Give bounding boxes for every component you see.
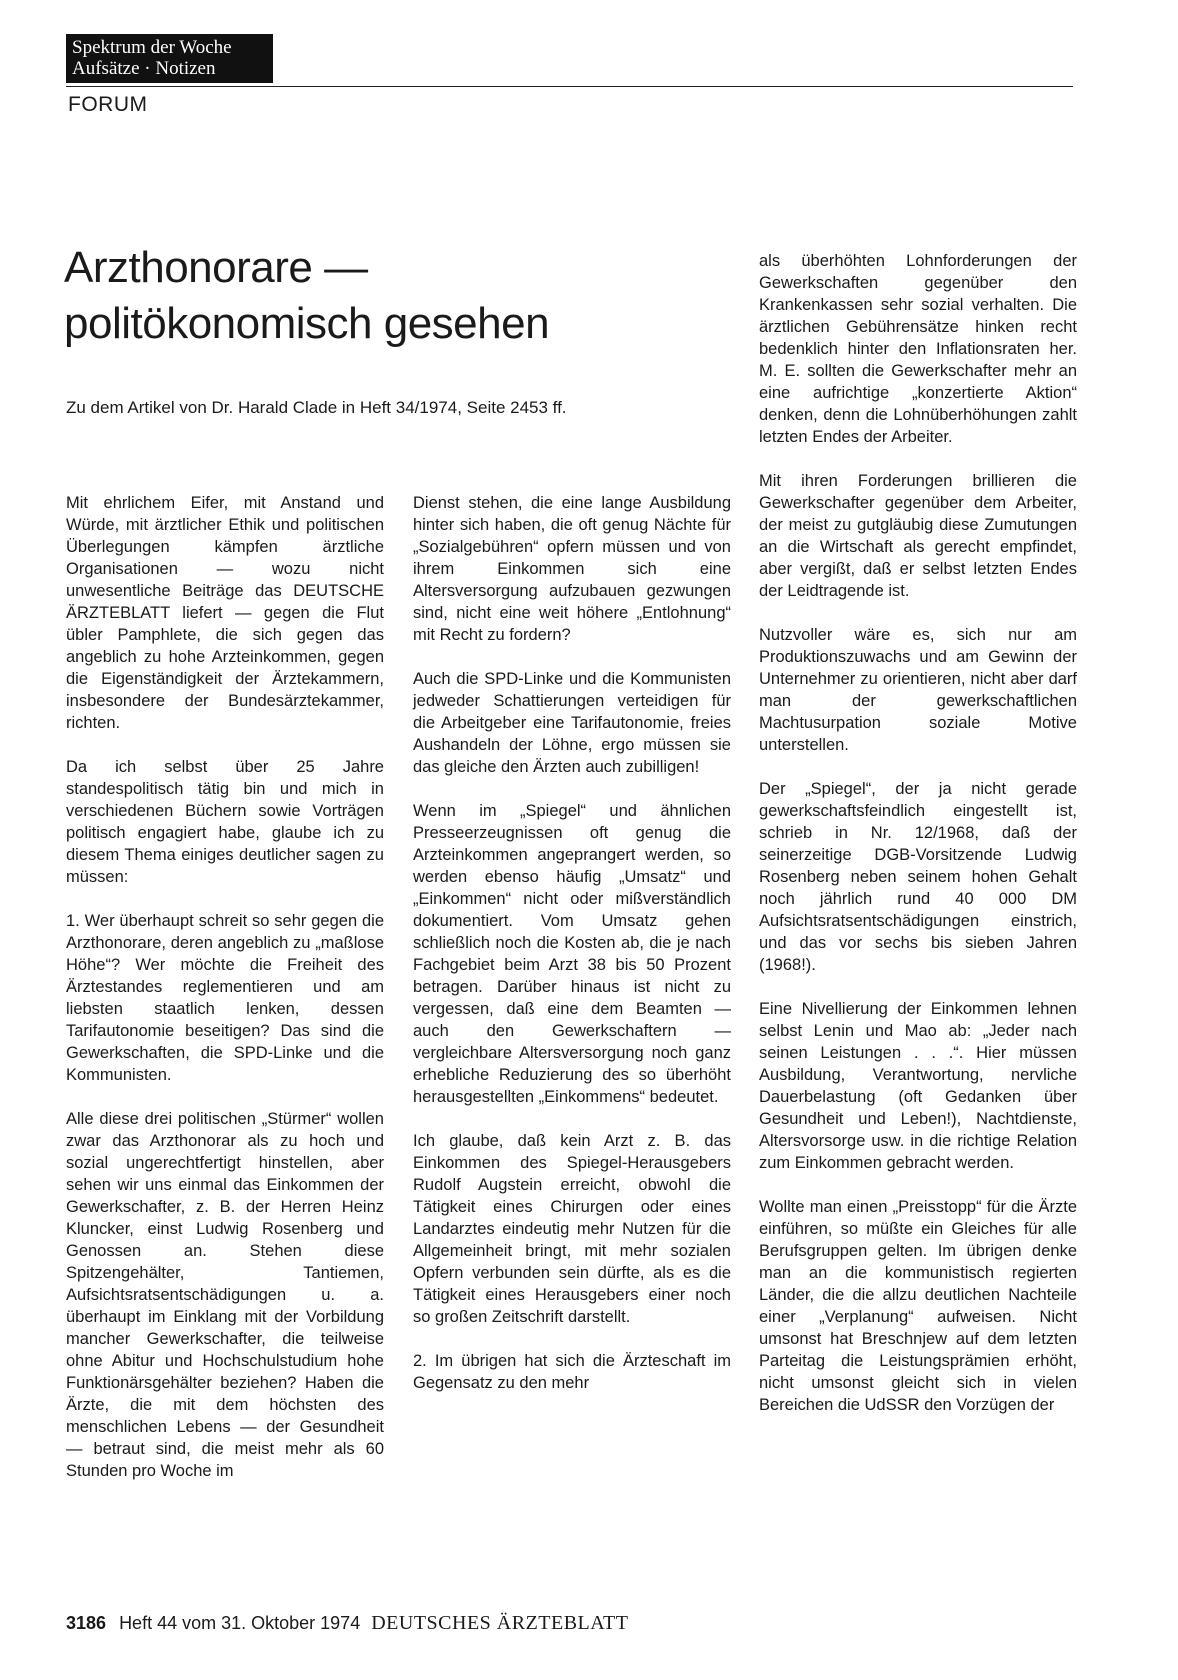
- paragraph: Wollte man einen „Preisstopp“ für die Ärzte einführen, so müßte ein Gleiches für alle Berufsgruppen gelten. Im übrigen denke man an die kommunistisch regierten Länder, die die allzu deutlichen Nachteile einer „Verplanung“ aufweisen. Nicht umsonst hat Breschnjew auf dem letzten Parteitag die Leistungsprämien erhöht, nicht umsonst gleicht sich in vielen Bereichen die UdSSR den Vorzügen der: [759, 1198, 1077, 1414]
- paragraph: 1. Wer überhaupt schreit so sehr gegen die Arzthonorare, deren angeblich zu „maßlose Höhe“? Wer möchte die Freiheit des Ärztestandes reglementieren und am liebsten staatlich lenken, dessen Tarifautonomie beseitigen? Das sind die Gewerkschaften, die SPD-Linke und die Kommunisten.: [66, 912, 384, 1084]
- page-number: 3186: [66, 1613, 107, 1633]
- paragraph: Auch die SPD-Linke und die Kommunisten jedweder Schattierungen verteidigen für die Arbeitgeber eine Tarifautonomie, freies Aushandeln der Löhne, ergo müssen sie das gleiche den Ärzten auch zubilligen!: [413, 670, 731, 776]
- paragraph: Mit ihren Forderungen brillieren die Gewerkschafter gegenüber dem Arbeiter, der meist zu gutgläubig diese Zumutungen an die Wirtschaft als gerecht empfindet, aber vergißt, daß er selbst letzten Endes der Leidtragende ist.: [759, 472, 1077, 600]
- paragraph: Dienst stehen, die eine lange Ausbildung hinter sich haben, die oft genug Nächte für „Sozialgebühren“ opfern müssen und von ihrem Einkommen sich eine Altersversorgung aufzubauen gezwungen sind, nicht eine weit höhere „Entlohnung“ mit Recht zu fordern?: [413, 494, 731, 644]
- section-label: FORUM: [68, 93, 148, 116]
- article-title: [64, 240, 724, 352]
- paragraph: 2. Im übrigen hat sich die Ärzteschaft im Gegensatz zu den mehr: [413, 1352, 731, 1392]
- paragraph: als überhöhten Lohnforderungen der Gewerkschaften gegenüber den Krankenkassen sehr sozial verhalten. Die ärztlichen Gebührensätze hinken recht bedenklich hinter den Inflationsraten her. M. E. sollten die Gewerkschafter mehr an eine aufrichtige „konzertierte Aktion“ denken, denn die Lohnüberhöhungen zahlt letzten Endes der Arbeiter.: [759, 252, 1077, 446]
- title-line-1: Arzthonorare —: [64, 243, 368, 292]
- paragraph: Alle diese drei politischen „Stürmer“ wollen zwar das Arzthonorar als zu hoch und sozial ungerechtfertigt hinstellen, aber sehen wir uns einmal das Einkommen der Gewerkschafter, z. B. der Herren Heinz Kluncker, einst Ludwig Rosenberg und Genossen an. Stehen diese Spitzengehälter, Tantiemen, Aufsichtsratsentschädigungen u. a. überhaupt im Einklang mit der Vorbildung mancher Gewerkschafter, die teilweise ohne Abitur und Hochschulstudium hohe Funktionärsgehälter beziehen? Haben die Ärzte, die mit dem höchsten des menschlichen Lebens — der Gesundheit — betraut sind, die meist mehr als 60 Stunden pro Woche im: [66, 1110, 384, 1480]
- article-subtitle: Zu dem Artikel von Dr. Harald Clade in Heft 34/1974, Seite 2453 ff.: [66, 398, 567, 417]
- text-column-1: [66, 492, 384, 1504]
- publication-masthead: DEUTSCHES ÄRZTEBLATT: [371, 1612, 629, 1634]
- section-badge: [66, 34, 273, 83]
- paragraph: Der „Spiegel“, der ja nicht gerade gewerkschaftsfeindlich eingestellt ist, schrieb in Nr. 12/1968, daß der seinerzeitige DGB-Vorsitzende Ludwig Rosenberg neben seinem hohen Gehalt noch jährlich rund 40 000 DM Aufsichtsratsentschädigungen einstrich, und das vor sechs bis sieben Jahren (1968!).: [759, 780, 1077, 974]
- badge-line-1: Spektrum der Woche: [72, 37, 232, 58]
- page-footer: [66, 1612, 628, 1635]
- paragraph: Nutzvoller wäre es, sich nur am Produktionszuwachs und am Gewinn der Unternehmer zu orientieren, nicht aber darf man der gewerkschaftlichen Machtusurpation soziale Motive unterstellen.: [759, 626, 1077, 754]
- paragraph: Da ich selbst über 25 Jahre standespolitisch tätig bin und mich in verschiedenen Büchern sowie Vorträgen politisch engagiert habe, glaube ich zu diesem Thema einiges deutlicher sagen zu müssen:: [66, 758, 384, 886]
- paragraph: Wenn im „Spiegel“ und ähnlichen Presseerzeugnissen oft genug die Arzteinkommen angeprangert werden, so werden ebenso häufig „Umsatz“ und „Einkommen“ nicht oder mißverständlich dokumentiert. Vom Umsatz gehen schließlich noch die Kosten ab, die je nach Fachgebiet beim Arzt 38 bis 50 Prozent betragen. Darüber hinaus ist nicht zu vergessen, daß eine dem Beamten — auch den Gewerkschaftern — vergleichbare Altersversorgung noch ganz erhebliche Reduzierung des so überhöht herausgestellten „Einkommens“ bedeutet.: [413, 802, 731, 1106]
- paragraph: Ich glaube, daß kein Arzt z. B. das Einkommen des Spiegel-Herausgebers Rudolf Augstein erreicht, obwohl die Tätigkeit eines Chirurgen oder eines Landarztes eindeutig mehr Nutzen für die Allgemeinheit bringt, mit mehr sozialen Opfern verbunden sein dürfte, als es die Tätigkeit eines Herausgebers einer noch so großen Zeitschrift darstellt.: [413, 1132, 731, 1326]
- issue-info: Heft 44 vom 31. Oktober 1974: [119, 1613, 361, 1633]
- text-column-2: [413, 492, 731, 1416]
- paragraph: Mit ehrlichem Eifer, mit Anstand und Würde, mit ärztlicher Ethik und politischen Überlegungen kämpfen ärztliche Organisationen — wozu nicht unwesentliche Beiträge das DEUTSCHE ÄRZTEBLATT liefert — gegen die Flut übler Pamphlete, die sich gegen das angeblich zu hohe Arzteinkommen, gegen die Eigenständigkeit der Ärztekammern, insbesondere der Bundesärztekammer, richten.: [66, 494, 384, 732]
- text-column-3: [759, 250, 1077, 1438]
- badge-line-2: Aufsätze · Notizen: [72, 58, 216, 79]
- header-rule: [66, 86, 1073, 87]
- title-line-2: politökonomisch gesehen: [64, 299, 550, 348]
- paragraph: Eine Nivellierung der Einkommen lehnen selbst Lenin und Mao ab: „Jeder nach seinen Leistungen . . .“. Hier müssen Ausbildung, Verantwortung, nervliche Dauerbelastung (oft Gedanken über Gesundheit und Leben!), Nachtdienste, Altersvorsorge usw. in die richtige Relation zum Einkommen gebracht werden.: [759, 1000, 1077, 1172]
